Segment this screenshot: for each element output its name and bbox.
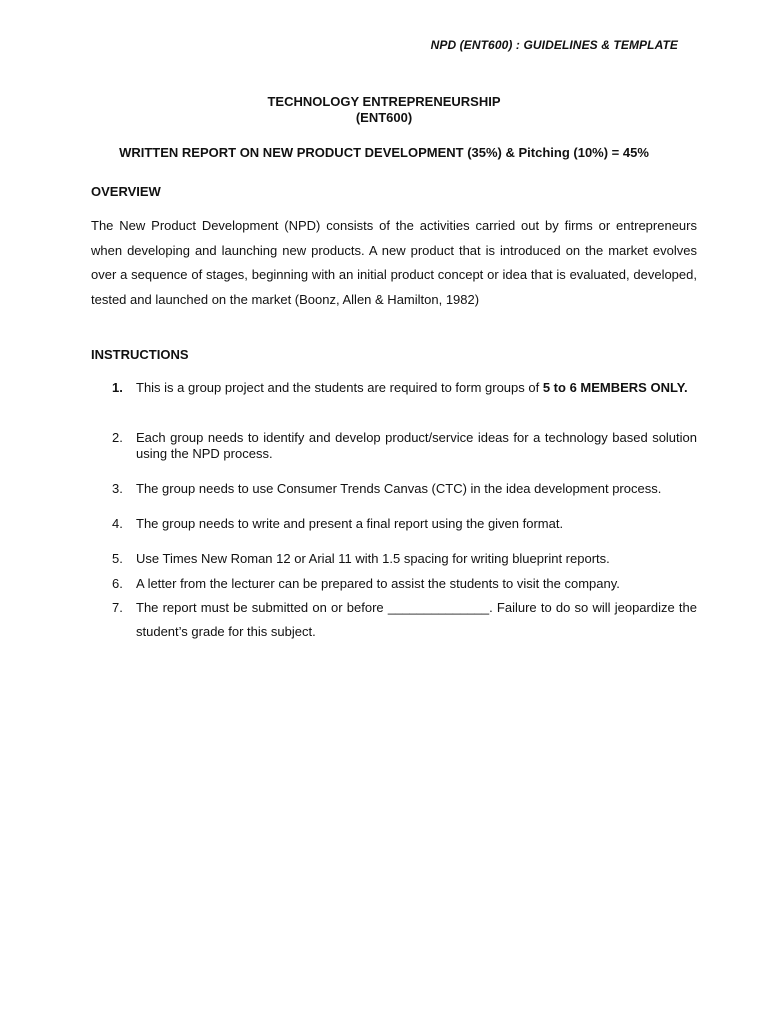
item-text: Each group needs to identify and develop product/service ideas for a technology based solution using the NPD process. xyxy=(136,430,697,461)
item-text: The group needs to write and present a final report using the given format. xyxy=(136,516,564,531)
running-header: NPD (ENT600) : GUIDELINES & TEMPLATE xyxy=(430,38,678,52)
item-number: 4. xyxy=(112,516,123,531)
item-text: The report must be submitted on or before ______________. Failure to do so will jeopardize the student’s grade for this subject. xyxy=(136,600,697,639)
item-number: 5. xyxy=(112,551,123,566)
item-number: 3. xyxy=(112,481,123,496)
item-text: A letter from the lecturer can be prepared to assist the students to visit the company. xyxy=(136,576,620,591)
item-text: Use Times New Roman 12 or Arial 11 with 1.5 spacing for writing blueprint reports. xyxy=(136,551,610,566)
item-number: 7. xyxy=(112,600,123,615)
report-title: WRITTEN REPORT ON NEW PRODUCT DEVELOPMENT (35%) & Pitching (10%) = 45% xyxy=(119,145,649,160)
item-number: 2. xyxy=(112,430,123,445)
item-text xyxy=(136,380,697,396)
course-code: (ENT600) xyxy=(355,110,413,125)
overview-paragraph: The New Product Development (NPD) consists of the activities carried out by firms or entrepreneurs when developing and launching new products. A new product that is introduced on the market evolves over a sequence of stages, beginning with an initial product concept or idea that is evaluated, developed, tested and launched on the market (Boonz, Allen & Hamilton, 1982) xyxy=(91,218,697,307)
instructions-heading: INSTRUCTIONS xyxy=(91,347,189,362)
item-text: The group needs to use Consumer Trends Canvas (CTC) in the idea development process. xyxy=(136,481,662,496)
item-text-regular: This is a group project and the students are required to form groups of xyxy=(136,380,543,395)
course-title: TECHNOLOGY ENTREPRENEURSHIP xyxy=(267,94,501,109)
item-text-bold: 5 to 6 MEMBERS ONLY. xyxy=(542,380,688,395)
overview-heading: OVERVIEW xyxy=(91,184,161,199)
item-number: 6. xyxy=(112,576,123,591)
item-number: 1. xyxy=(112,380,123,395)
document-title xyxy=(0,94,768,126)
